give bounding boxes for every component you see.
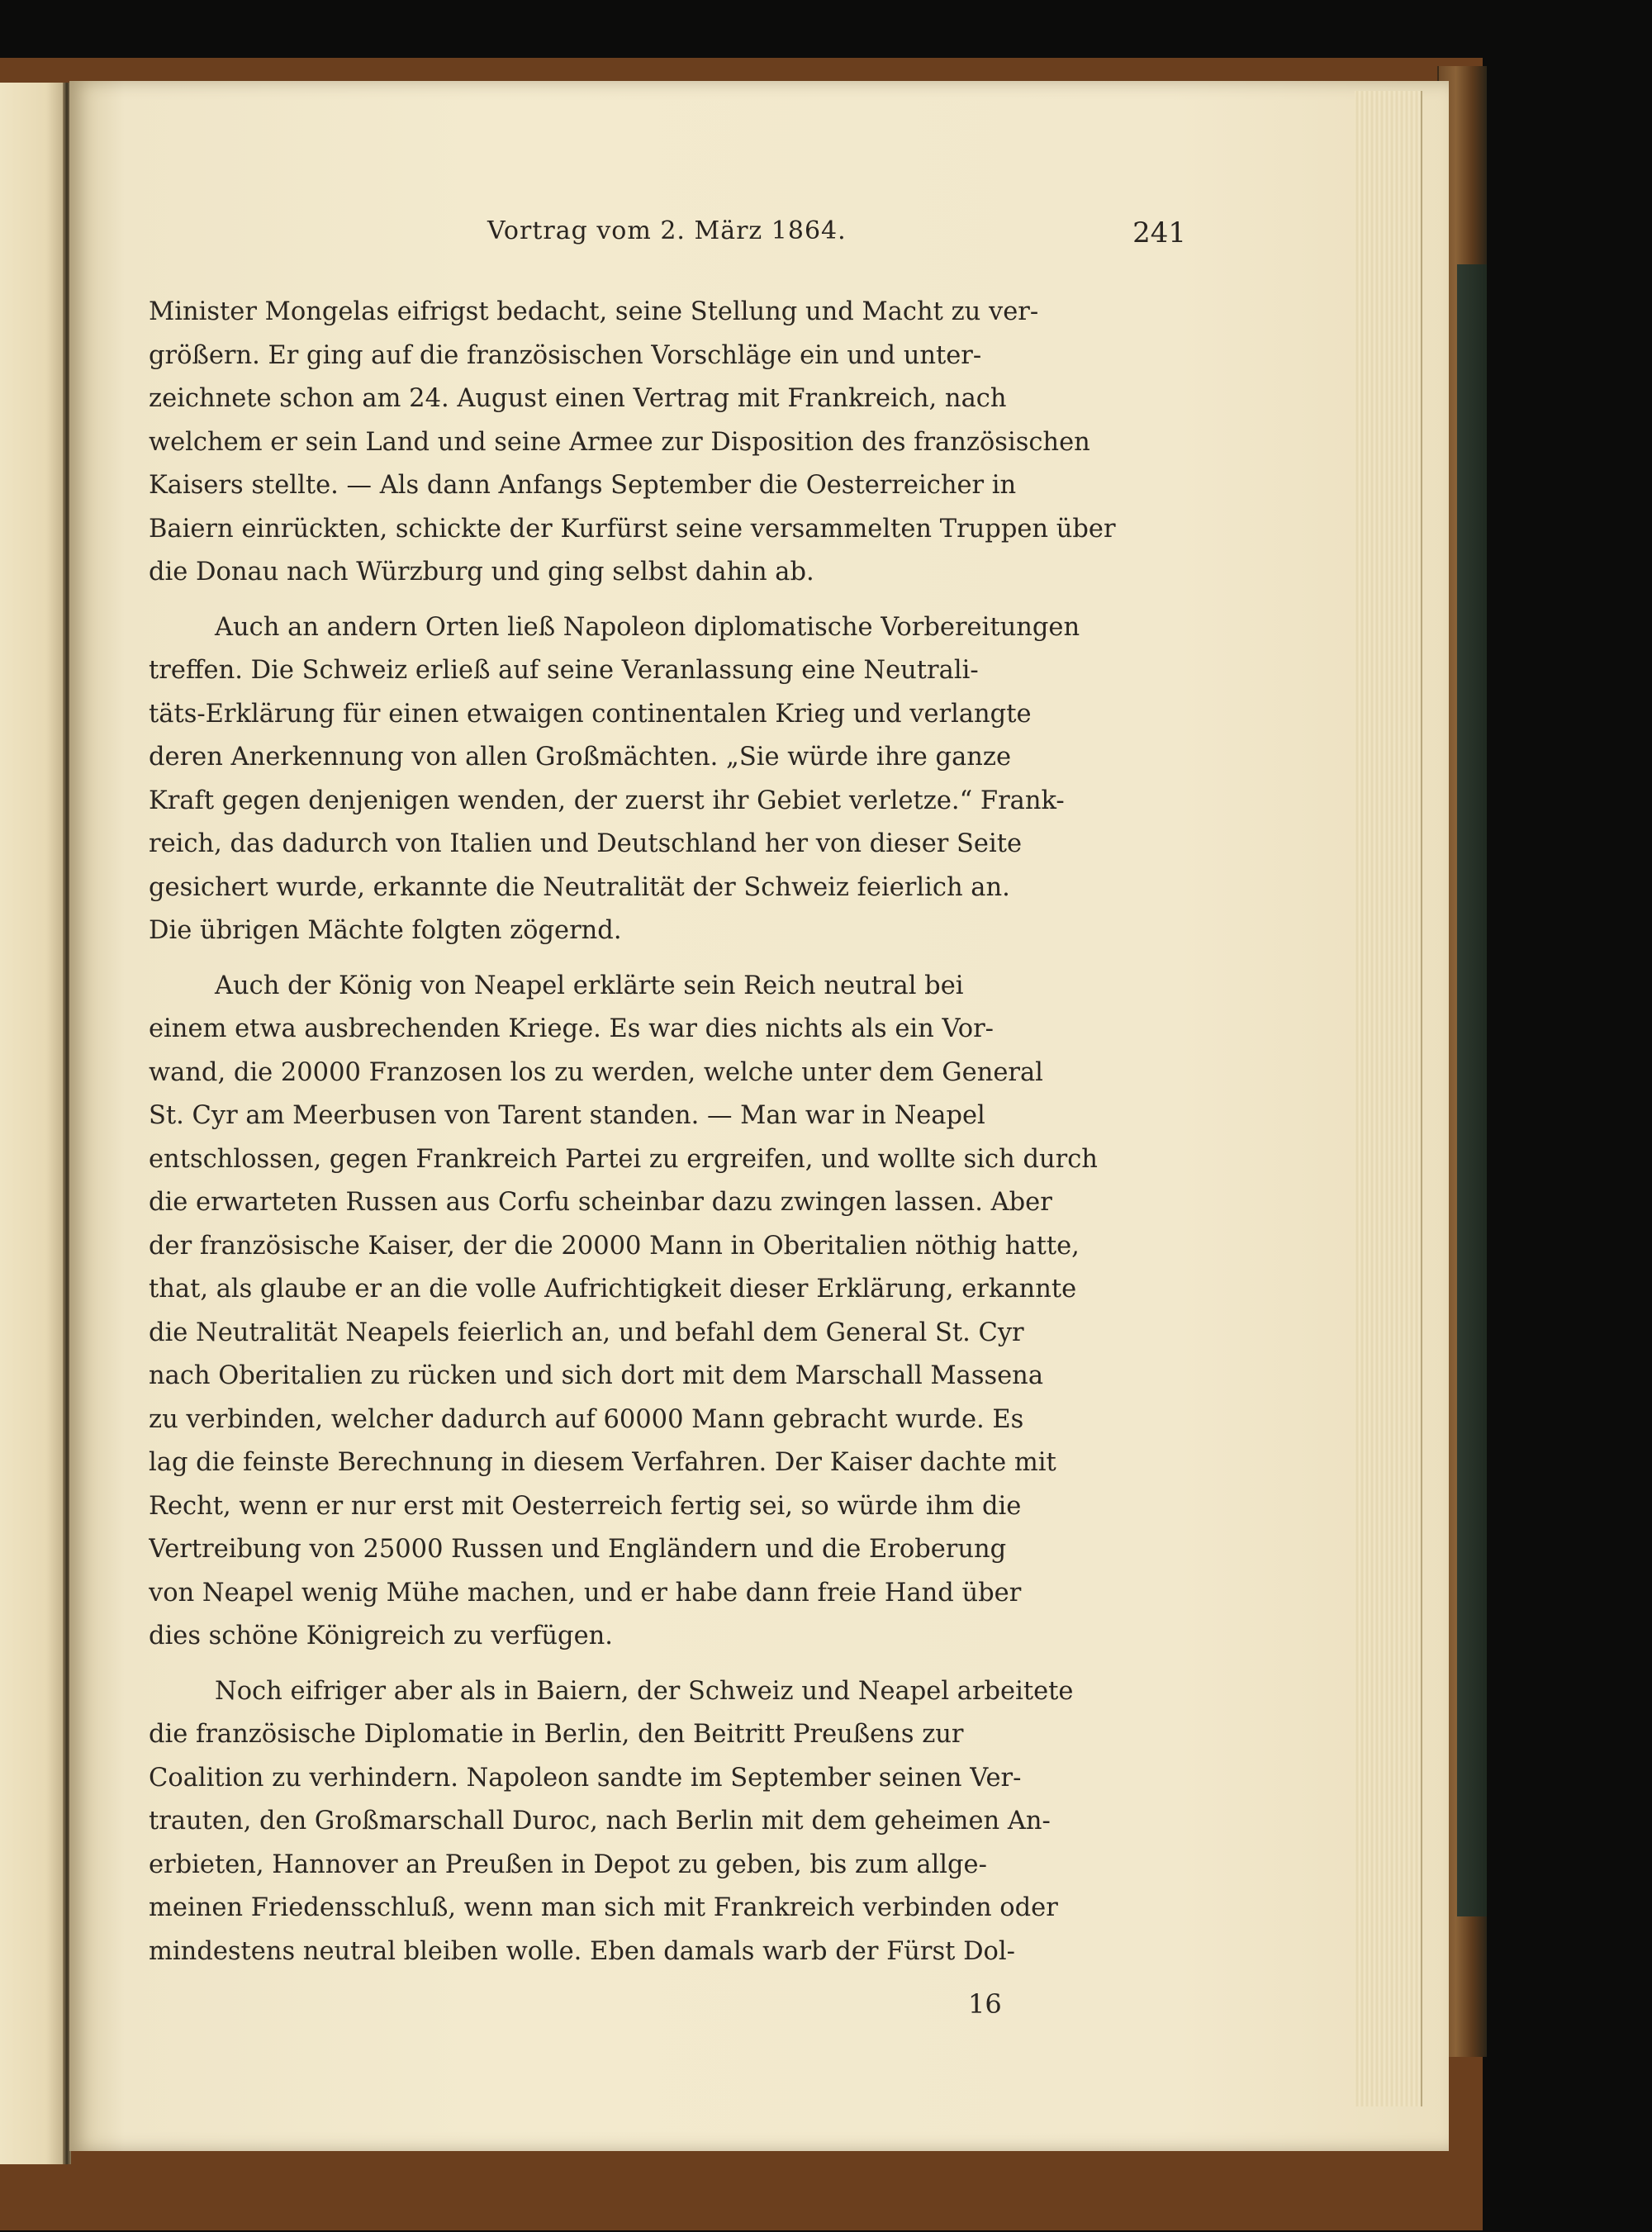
text-line: täts-Erklärung für einen etwaigen continentalen Krieg und verlangte <box>149 699 1032 729</box>
text-line: Kraft gegen denjenigen wenden, der zuerst ihr Gebiet verletze.“ Frank- <box>149 786 1065 815</box>
text-line: St. Cyr am Meerbusen von Tarent standen. — Man war in Neapel <box>149 1101 985 1130</box>
running-title: Vortrag vom 2. März 1864. <box>487 216 847 245</box>
text-line: die Donau nach Würzburg und ging selbst dahin ab. <box>149 558 814 586</box>
previous-page-sliver <box>0 83 66 2164</box>
text-line: die Neutralität Neapels feierlich an, und befahl dem General St. Cyr <box>149 1318 1024 1347</box>
text-line: Noch eifriger aber als in Baiern, der Schweiz und Neapel arbeitete <box>215 1676 1074 1706</box>
text-line: deren Anerkennung von allen Großmächten. „Sie würde ihre ganze <box>149 743 1012 772</box>
running-header <box>149 216 1191 258</box>
text-line: wand, die 20000 Franzosen los zu werden, welche unter dem General <box>149 1057 1043 1087</box>
text-line: zu verbinden, welcher dadurch auf 60000 Mann gebracht wurde. Es <box>149 1404 1024 1434</box>
text-line: Minister Mongelas eifrigst bedacht, seine Stellung und Macht zu ver- <box>149 297 1039 326</box>
page-body <box>149 291 1191 1985</box>
text-line: Vertreibung von 25000 Russen und Engländern und die Eroberung <box>149 1535 1007 1564</box>
page-stack-edge <box>1355 91 1422 2106</box>
text-line: die französische Diplomatie in Berlin, den Beitritt Preußens zur <box>149 1720 964 1749</box>
text-line: einem etwa ausbrechenden Kriege. Es war dies nichts als ein Vor- <box>149 1014 994 1043</box>
text-line: welchem er sein Land und seine Armee zur Disposition des französischen <box>149 427 1090 457</box>
text-line: erbieten, Hannover an Preußen in Depot zu geben, bis zum allge- <box>149 1850 987 1879</box>
text-line: Kaisers stellte. — Als dann Anfangs September die Oesterreicher in <box>149 471 1017 500</box>
text-line: Coalition zu verhindern. Napoleon sandte im September seinen Ver- <box>149 1763 1022 1793</box>
text-line: Baiern einrückten, schickte der Kurfürst seine versammelten Truppen über <box>149 514 1116 544</box>
text-line: zeichnete schon am 24. August einen Vertrag mit Frankreich, nach <box>149 384 1007 413</box>
page-number: 241 <box>1132 216 1186 249</box>
text-line: trauten, den Großmarschall Duroc, nach Berlin mit dem geheimen An- <box>149 1807 1051 1835</box>
text-line: größern. Er ging auf die französischen Vorschläge ein und unter- <box>149 340 982 370</box>
paragraph <box>149 965 1191 1659</box>
text-line: Auch der König von Neapel erklärte sein Reich neutral bei <box>215 971 964 1000</box>
signature-mark: 16 <box>968 1988 1002 2020</box>
text-line: Recht, wenn er nur erst mit Oesterreich fertig sei, so würde ihm die <box>149 1491 1022 1521</box>
text-line: nach Oberitalien zu rücken und sich dort mit dem Marschall Massena <box>149 1361 1044 1390</box>
text-line: treffen. Die Schweiz erließ auf seine Veranlassung eine Neutrali- <box>149 656 979 685</box>
paragraph <box>149 1670 1191 1974</box>
text-line: von Neapel wenig Mühe machen, und er habe dann freie Hand über <box>149 1578 1022 1608</box>
paragraph <box>149 606 1191 953</box>
text-line: lag die feinste Berechnung in diesem Verfahren. Der Kaiser dachte mit <box>149 1448 1056 1477</box>
text-line: entschlossen, gegen Frankreich Partei zu ergreifen, und wollte sich durch <box>149 1144 1098 1174</box>
text-line: der französische Kaiser, der die 20000 Mann in Oberitalien nöthig hatte, <box>149 1231 1080 1261</box>
text-line: gesichert wurde, erkannte die Neutralität der Schweiz feierlich an. <box>149 872 1010 902</box>
text-line: die erwarteten Russen aus Corfu scheinbar dazu zwingen lassen. Aber <box>149 1188 1052 1217</box>
text-line: meinen Friedensschluß, wenn man sich mit Frankreich verbinden oder <box>149 1893 1058 1922</box>
text-line: reich, das dadurch von Italien und Deutschland her von dieser Seite <box>149 829 1023 858</box>
text-line: dies schöne Königreich zu verfügen. <box>149 1622 613 1650</box>
text-line: that, als glaube er an die volle Aufrichtigkeit dieser Erklärung, erkannte <box>149 1275 1077 1304</box>
text-line: mindestens neutral bleiben wolle. Eben damals warb der Fürst Dol- <box>149 1936 1015 1966</box>
paragraph <box>149 291 1191 595</box>
text-line: Die übrigen Mächte folgten zögernd. <box>149 916 622 945</box>
text-line: Auch an andern Orten ließ Napoleon diplomatische Vorbereitungen <box>215 612 1080 642</box>
